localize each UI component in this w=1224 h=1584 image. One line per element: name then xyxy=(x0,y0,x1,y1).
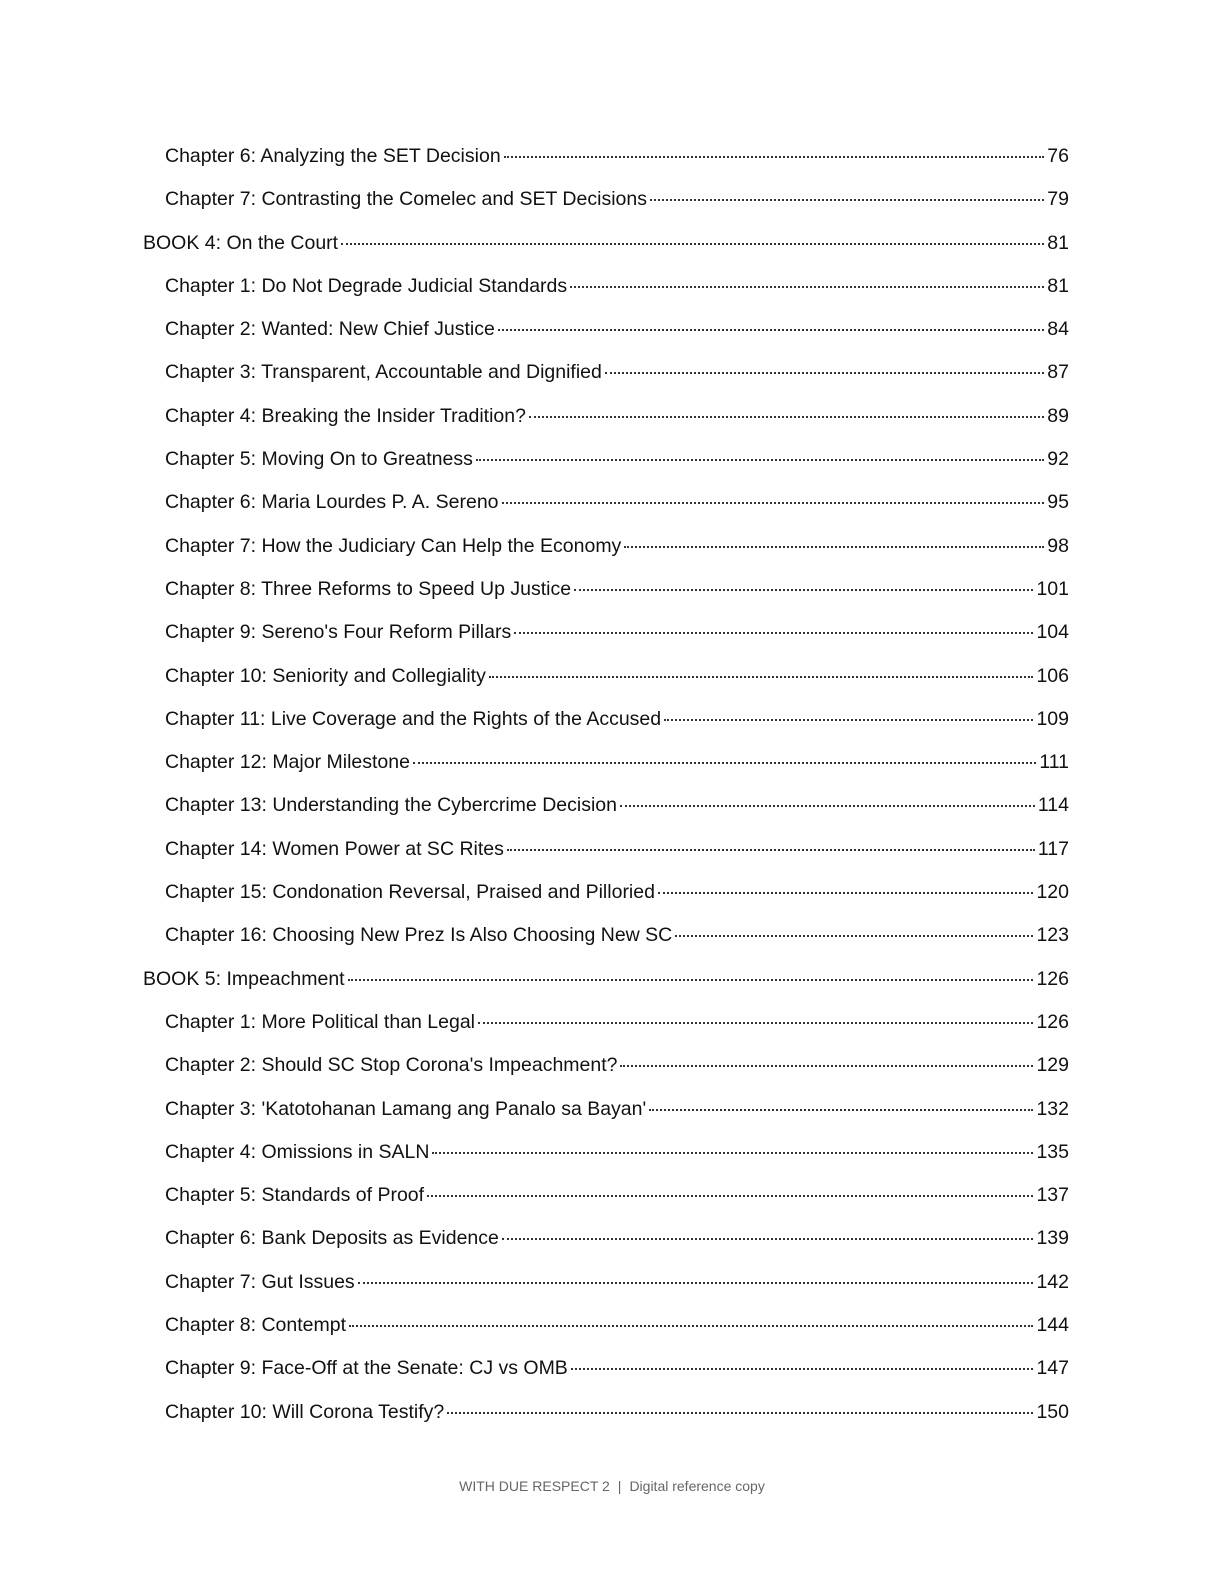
toc-entry-page-number: 81 xyxy=(1047,274,1069,297)
toc-entry-title: Chapter 9: Face-Off at the Senate: CJ vs OMB xyxy=(165,1357,568,1380)
toc-entry-page-number: 147 xyxy=(1036,1357,1069,1380)
toc-chapter-entry[interactable] xyxy=(143,265,1069,308)
toc-dot-leader xyxy=(507,848,1035,851)
toc-entry-title: Chapter 12: Major Milestone xyxy=(165,751,410,774)
toc-dot-leader xyxy=(476,458,1044,461)
footer-separator: | xyxy=(617,1478,622,1494)
toc-entry-title: Chapter 7: How the Judiciary Can Help the Economy xyxy=(165,534,622,557)
toc-dot-leader xyxy=(620,1064,1033,1067)
toc-entry-page-number: 106 xyxy=(1036,664,1069,687)
toc-chapter-entry[interactable] xyxy=(143,698,1069,741)
toc-chapter-entry[interactable] xyxy=(143,1044,1069,1087)
toc-dot-leader xyxy=(478,1021,1033,1024)
toc-entry-title: Chapter 4: Breaking the Insider Tradition? xyxy=(165,404,526,427)
toc-book-entry[interactable] xyxy=(143,222,1069,265)
toc-chapter-entry[interactable] xyxy=(143,1174,1069,1217)
toc-dot-leader xyxy=(502,1237,1034,1240)
toc-entry-title: Chapter 7: Contrasting the Comelec and SET Decisions xyxy=(165,188,647,211)
toc-dot-leader xyxy=(514,631,1033,634)
toc-dot-leader xyxy=(664,718,1033,721)
toc-entry-page-number: 84 xyxy=(1047,318,1069,341)
toc-chapter-entry[interactable] xyxy=(143,871,1069,914)
toc-entry-title: Chapter 5: Moving On to Greatness xyxy=(165,448,473,471)
footer-book-title: WITH DUE RESPECT 2 xyxy=(459,1478,610,1494)
toc-entry-title: Chapter 4: Omissions in SALN xyxy=(165,1140,430,1163)
toc-dot-leader xyxy=(432,1151,1033,1154)
toc-entry-title: Chapter 10: Will Corona Testify? xyxy=(165,1400,445,1423)
toc-entry-page-number: 92 xyxy=(1047,448,1069,471)
toc-entry-title: Chapter 2: Should SC Stop Corona's Impeachment? xyxy=(165,1054,618,1077)
toc-entry-title: Chapter 8: Three Reforms to Speed Up Justice xyxy=(165,577,572,600)
toc-chapter-entry[interactable] xyxy=(143,395,1069,438)
toc-chapter-entry[interactable] xyxy=(143,308,1069,351)
toc-entry-page-number: 104 xyxy=(1036,621,1069,644)
toc-dot-leader xyxy=(571,1367,1034,1370)
toc-entry-page-number: 123 xyxy=(1036,924,1069,947)
toc-entry-page-number: 79 xyxy=(1047,188,1069,211)
toc-chapter-entry[interactable] xyxy=(143,178,1069,221)
toc-chapter-entry[interactable] xyxy=(143,135,1069,178)
toc-entry-page-number: 95 xyxy=(1047,491,1069,514)
toc-chapter-entry[interactable] xyxy=(143,655,1069,698)
toc-entry-page-number: 142 xyxy=(1036,1270,1069,1293)
toc-entry-page-number: 120 xyxy=(1036,881,1069,904)
toc-entry-title: Chapter 6: Bank Deposits as Evidence xyxy=(165,1227,499,1250)
toc-chapter-entry[interactable] xyxy=(143,741,1069,784)
toc-entry-page-number: 101 xyxy=(1036,577,1069,600)
toc-entry-page-number: 111 xyxy=(1039,751,1069,774)
toc-entry-page-number: 117 xyxy=(1037,837,1069,860)
toc-entry-title: Chapter 6: Maria Lourdes P. A. Sereno xyxy=(165,491,499,514)
toc-entry-title: Chapter 14: Women Power at SC Rites xyxy=(165,837,504,860)
toc-entry-page-number: 144 xyxy=(1036,1314,1069,1337)
toc-entry-title: BOOK 5: Impeachment xyxy=(143,967,345,990)
toc-entry-page-number: 135 xyxy=(1036,1140,1069,1163)
toc-dot-leader xyxy=(349,1324,1033,1327)
toc-chapter-entry[interactable] xyxy=(143,351,1069,394)
toc-dot-leader xyxy=(605,371,1044,374)
toc-dot-leader xyxy=(341,242,1044,245)
toc-entry-title: Chapter 16: Choosing New Prez Is Also Choosing New SC xyxy=(165,924,673,947)
toc-chapter-entry[interactable] xyxy=(143,1261,1069,1304)
page-footer xyxy=(0,1478,1224,1494)
footer-note: Digital reference copy xyxy=(629,1478,765,1494)
toc-chapter-entry[interactable] xyxy=(143,828,1069,871)
toc-dot-leader xyxy=(620,804,1035,807)
toc-chapter-entry[interactable] xyxy=(143,481,1069,524)
toc-entry-page-number: 76 xyxy=(1047,145,1069,167)
toc-chapter-entry[interactable] xyxy=(143,784,1069,827)
toc-entry-page-number: 132 xyxy=(1036,1097,1069,1120)
toc-dot-leader xyxy=(570,285,1044,288)
toc-chapter-entry[interactable] xyxy=(143,1001,1069,1044)
toc-chapter-entry[interactable] xyxy=(143,1088,1069,1131)
toc-entry-title: Chapter 2: Wanted: New Chief Justice xyxy=(165,318,495,341)
toc-dot-leader xyxy=(574,588,1033,591)
toc-entry-title: Chapter 1: More Political than Legal xyxy=(165,1010,476,1033)
toc-dot-leader xyxy=(502,501,1045,504)
toc-dot-leader xyxy=(504,155,1045,158)
toc-dot-leader xyxy=(358,1281,1034,1284)
toc-entry-page-number: 126 xyxy=(1036,967,1069,990)
toc-entry-page-number: 81 xyxy=(1047,231,1069,254)
toc-entry-title: Chapter 8: Contempt xyxy=(165,1314,347,1337)
toc-chapter-entry[interactable] xyxy=(143,1131,1069,1174)
toc-dot-leader xyxy=(489,675,1034,678)
toc-entry-page-number: 109 xyxy=(1036,707,1069,730)
toc-entry-page-number: 89 xyxy=(1047,404,1069,427)
toc-book-entry[interactable] xyxy=(143,958,1069,1001)
toc-entry-title: Chapter 3: Transparent, Accountable and Dignified xyxy=(165,361,602,384)
toc-entry-page-number: 114 xyxy=(1037,794,1069,817)
toc-entry-page-number: 98 xyxy=(1047,534,1069,557)
toc-entry-title: Chapter 13: Understanding the Cybercrime Decision xyxy=(165,794,617,817)
toc-chapter-entry[interactable] xyxy=(143,1304,1069,1347)
toc-dot-leader xyxy=(427,1194,1033,1197)
toc-entry-title: Chapter 11: Live Coverage and the Rights of the Accused xyxy=(165,707,662,730)
toc-dot-leader xyxy=(413,761,1036,764)
toc-chapter-entry[interactable] xyxy=(143,914,1069,957)
toc-entry-title: Chapter 15: Condonation Reversal, Praised and Pilloried xyxy=(165,881,655,904)
toc-entry-page-number: 129 xyxy=(1036,1054,1069,1077)
toc-entry-title: Chapter 3: 'Katotohanan Lamang ang Panalo sa Bayan' xyxy=(165,1097,647,1120)
toc-dot-leader xyxy=(529,415,1044,418)
toc-dot-leader xyxy=(675,934,1033,937)
toc-chapter-entry[interactable] xyxy=(143,1391,1069,1434)
toc-entry-title: BOOK 4: On the Court xyxy=(143,231,339,254)
toc-entry-title: Chapter 6: Analyzing the SET Decision xyxy=(165,145,501,167)
toc-entry-title: Chapter 5: Standards of Proof xyxy=(165,1184,425,1207)
toc-dot-leader xyxy=(649,1108,1033,1111)
toc-entry-title: Chapter 7: Gut Issues xyxy=(165,1270,355,1293)
toc-entry-page-number: 139 xyxy=(1036,1227,1069,1250)
toc-chapter-entry[interactable] xyxy=(143,1217,1069,1260)
table-of-contents xyxy=(143,135,1069,1434)
toc-entry-page-number: 150 xyxy=(1036,1400,1069,1423)
toc-entry-page-number: 126 xyxy=(1036,1010,1069,1033)
toc-dot-leader xyxy=(498,328,1044,331)
toc-entry-title: Chapter 10: Seniority and Collegiality xyxy=(165,664,486,687)
toc-entry-title: Chapter 9: Sereno's Four Reform Pillars xyxy=(165,621,512,644)
toc-dot-leader xyxy=(624,545,1044,548)
toc-chapter-entry[interactable] xyxy=(143,611,1069,654)
toc-chapter-entry[interactable] xyxy=(143,568,1069,611)
toc-chapter-entry[interactable] xyxy=(143,1347,1069,1390)
toc-dot-leader xyxy=(348,978,1034,981)
toc-entry-page-number: 137 xyxy=(1036,1184,1069,1207)
toc-dot-leader xyxy=(447,1411,1033,1414)
toc-chapter-entry[interactable] xyxy=(143,438,1069,481)
toc-entry-page-number: 87 xyxy=(1047,361,1069,384)
toc-dot-leader xyxy=(650,198,1044,201)
toc-entry-title: Chapter 1: Do Not Degrade Judicial Standards xyxy=(165,274,568,297)
toc-chapter-entry[interactable] xyxy=(143,525,1069,568)
toc-dot-leader xyxy=(658,891,1033,894)
